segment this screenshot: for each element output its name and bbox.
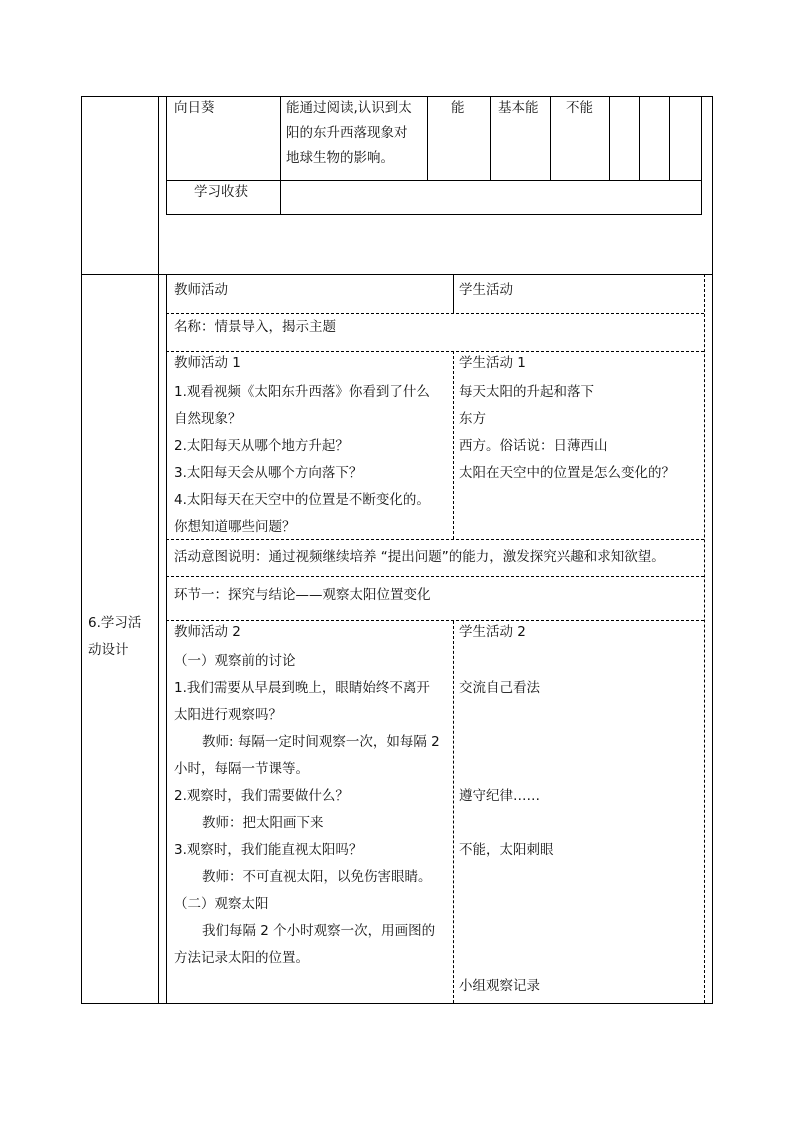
inner-col-7 [669,96,670,180]
stage1-teacher-line-9: 教师：不可直视太阳，以免伤害眼睛。 [202,869,432,885]
stage1-teacher-line-6: 2.观察时，我们需要做什么？ [174,788,349,804]
intro-teacher-line-5: 4.太阳每天在天空中的位置是不断变化的。 [174,492,430,508]
level-basic: 基本能 [498,100,539,116]
row-content-line-2: 阳的东升西落现象对 [286,125,408,141]
activity-row-1 [166,313,704,314]
inner-col-6 [639,96,640,180]
stage1-teacher-line-3: 太阳进行观察吗？ [174,707,282,723]
intro-teacher-line-4: 3.太阳每天会从哪个方向落下？ [174,465,363,481]
label-column-border [158,96,159,1003]
inner-col-3 [490,96,491,180]
activity-intent: 活动意图说明：通过视频继续培养 “提出问题”的能力，激发探究兴趣和求知欲望。 [174,549,665,565]
stage1-teacher-line-11: 我们每隔 2 个小时观察一次，用画图的 [202,923,436,939]
stage1-student-line-3: 不能，太阳刺眼 [459,842,554,858]
stage1-student-line-2: 遵守纪律…… [459,788,540,804]
level-cannot: 不能 [566,100,593,116]
stage1-teacher-line-4: 教师: 每隔一定时间观察一次，如每隔 2 [202,734,440,750]
activity-row-3 [166,539,704,540]
activity-row-4 [166,576,704,577]
activity-right-border [704,274,705,1003]
intro-student-line-3: 西方。俗话说：日薄西山 [459,438,608,454]
activity-mid-1 [453,274,454,314]
harvest-label: 学习收获 [194,184,248,200]
activity-mid-3 [453,621,454,1003]
stage1-teacher-line-1: （一）观察前的讨论 [174,653,296,669]
intro-teacher-line-2: 自然现象？ [174,411,242,427]
section-divider [81,274,713,275]
inner-col-2 [427,96,428,180]
activity-mid-2 [453,351,454,539]
intro-teacher-line-6: 你想知道哪些问题？ [174,519,296,535]
outer-left-border [81,96,82,1003]
level-can: 能 [451,100,465,116]
teacher-activity-1-title: 教师活动 1 [174,355,241,371]
activity-row-5 [166,620,704,621]
stage1-title: 环节一：探究与结论——观察太阳位置变化 [174,587,431,603]
outer-right-border [712,96,713,1003]
teacher-activity-2-title: 教师活动 2 [174,624,241,640]
inner-col-1 [280,96,281,214]
intro-student-line-2: 东方 [459,411,486,427]
inner-row-divider [166,180,702,181]
stage1-teacher-line-10: （二）观察太阳 [174,896,269,912]
intro-student-line-4: 太阳在天空中的位置是怎么变化的？ [459,465,675,481]
outer-bottom-border [81,1003,713,1004]
stage1-student-line-1: 交流自己看法 [459,680,540,696]
teacher-header: 教师活动 [174,282,228,298]
activity-left-border [166,274,167,1003]
intro-name-line: 名称：情景导入，揭示主题 [174,319,336,335]
stage1-student-line-4: 小组观察记录 [459,978,540,994]
section-label-line-1: 6.学习活 [88,615,142,631]
student-activity-1-title: 学生活动 1 [459,355,526,371]
stage1-teacher-line-2: 1.我们需要从早晨到晚上，眼睛始终不离开 [174,680,430,696]
student-header: 学生活动 [459,282,513,298]
activity-row-2 [166,351,704,352]
row-name: 向日葵 [174,100,215,116]
intro-teacher-line-1: 1.观看视频《太阳东升西落》你看到了什么 [174,384,430,400]
stage1-teacher-line-7: 教师：把太阳画下来 [202,815,324,831]
outer-top-border [81,96,713,97]
inner-col-5 [609,96,610,180]
intro-teacher-line-3: 2.太阳每天从哪个地方升起？ [174,438,349,454]
inner-table-right [701,96,702,214]
inner-table-bottom [166,214,702,215]
row-content-line-3: 地球生物的影响。 [286,150,394,166]
stage1-teacher-line-12: 方法记录太阳的位置。 [174,950,309,966]
intro-student-line-1: 每天太阳的升起和落下 [459,384,594,400]
row-content-line-1: 能通过阅读,认识到太 [286,100,412,116]
stage1-teacher-line-5: 小时，每隔一节课等。 [174,761,309,777]
stage1-teacher-line-8: 3.观察时，我们能直视太阳吗？ [174,842,363,858]
inner-col-4 [550,96,551,180]
section-label-line-2: 动设计 [88,642,129,658]
student-activity-2-title: 学生活动 2 [459,624,526,640]
inner-table-left [166,96,167,214]
